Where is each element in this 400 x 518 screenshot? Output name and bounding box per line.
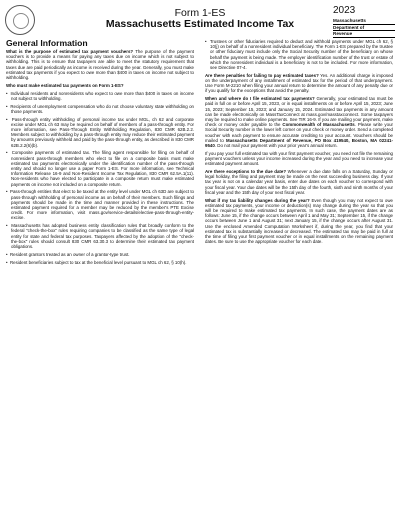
bullet-composite-payments: • Composite payments of estimated tax. The filing agent responsible for filing on behalf of nonresident pass-through members who elect to file on a composite basis must make estimated tax payments electronically under the identification number of the pass-through entity and should no longer use a paper Form 1-ES. For more information, see Technical Information Release 16-9 and Non-Resident Income Tax Regulation, 830 CMR 62.5A.1(11). Non-residents who have elected to participate in a composite return must make estimated payments on income not included on a composite return.: [6, 150, 194, 186]
faq-penalties: [205, 73, 393, 94]
form-title: Form 1-ES: [174, 7, 226, 19]
bullet-individuals: • Individual residents and nonresidents who expect to owe more than $400 in taxes on income not subject to withholding.: [6, 91, 194, 101]
bullet-check-the-box: • Massachusetts has adopted business entity classification rules that broadly conform to the federal "check-the-box" rules requiring companies to be classified as the same type of legal entity for state and federal tax purposes. Taxpayers affected by the adoption of the "check-the-box" rules should consult 830 CMR 63.30.3 to determine their estimated tax payment obligations.: [6, 223, 194, 249]
answer-liability-changes: Even though you may not expect to owe estimated tax payments, your income or deduction(s) may change during the year so that you will be required to make estimated tax payments. In such case, the payment dates are as follows: June 15, if the change occurs between April 1 and May 31; September 15, if the change occurs between June 1 and August 31; next January 15, if the change occurs after August 31. Use the enclosed Amended Computation Worksheet if, during the year, you find that your estimated tax is substantially increased or decreased. The estimated tax may be paid in full at the time of filing your first payment voucher or in equal installments on the remaining payment dates. Be sure to use the appropriate voucher for each date.: [205, 197, 393, 245]
answer-when-where-b: . Please write your Social Security number in the lower left corner on your check or money order. Send a completed voucher with each payment to ensure accurate crediting to your account. Vouchers should be mailed to: [205, 122, 393, 143]
faq-due-date-exceptions: [205, 169, 393, 195]
faq-when-where: [205, 96, 393, 148]
answer-when-where-a: Generally, your estimated tax must be paid in full on or before April 15, 2023, or in equal installments on or before April 15, 2023; June 15, 2023; September 15, 2023; and January 15, 2024. Estimated tax payments in any amount can be made electronically on MassTaxConnect at mass.gov/masstaxconnect. Some taxpayers may be required to make online payments. See TIR 16-9. If you are mailing your payment, make check or money order payable to the: [205, 96, 393, 128]
question-due-date-exceptions: Are there exceptions to the due date?: [205, 169, 287, 175]
question-penalties: Are there penalties for failing to pay estimated taxes?: [205, 72, 319, 78]
answer-purpose: The purpose of the payment vouchers is to provide a means for paying any taxes due on income which is not subject to withholding. This is to ensure that taxpayers are able to meet the statutory requirement that taxes due are paid periodically as income is received during the year. Generally, you must make estimated tax payments if you expect to owe more than $400 in taxes on income not subject to withholding.: [6, 49, 194, 81]
answer-when-where-c: . Do not mail your payment with your prior year's annual return.: [214, 143, 338, 149]
form-subtitle: Massachusetts Estimated Income Tax: [105, 18, 295, 30]
mailing-address: Massachusetts Department of Revenue, PO Box 419540, Boston, MA 02241-9540: [205, 137, 393, 149]
section-heading: General Information: [6, 38, 88, 48]
question-when-where: When and where do I file estimated tax payments?: [205, 96, 315, 102]
right-column: [205, 39, 393, 247]
paragraph-full-payment: If you pay your full estimated tax with your first payment voucher, you need not file the remaining payment vouchers unless your income increased during the year and you need to increase your estimated payment amount.: [205, 150, 393, 167]
agency-line-1: Massachusetts: [333, 18, 395, 25]
agency-name: [333, 18, 395, 38]
agency-line-3: Revenue: [333, 31, 395, 38]
tax-year: 2023: [333, 5, 356, 16]
bullet-pte-excise: • Pass-through entities that elect to be taxed at the entity level under MGL ch 63D are subject to pass-through withholding of personal income as on behalf of their members. Such filings and payments should be made in the time and manner provided in these instructions. The estimated payment required for a member may be reduced by the member's PTE Excise credit. For more information, visit mass.gov/service-details/elective-pass-through-entity-excise.: [6, 189, 194, 220]
faq-purpose: [6, 49, 194, 80]
left-column: [6, 49, 194, 267]
bullet-trustees: • Trustees or other fiduciaries required to deduct and withhold payments under MGL ch 62, § 10(j) on behalf of a nonresident individual beneficiary. The Form 1-ES prepared by the trustee or other fiduciary must include only the Social Security number of the beneficiary on whose behalf the payment is being made. The employer identification number of the trust or estate of which the nonresident individual is a beneficiary is not to be included. For more information, see Directive 07-4.: [205, 39, 393, 70]
answer-penalties: Yes. An additional charge is imposed on the underpayment of any installment of estimated tax for the period of that underpayment. Use Form M-2210 when filing your annual return to determine the amount of any penalty due or if you qualify for the exceptions that avoid the penalty.: [205, 72, 393, 94]
question-purpose: What is the purpose of estimated tax payment vouchers?: [6, 49, 134, 54]
question-who-must-pay: Who must make estimated tax payments on Form 1-ES?: [6, 82, 124, 88]
bullet-unemployment: • Recipients of unemployment compensation who do not choose voluntary state withholding on those payments.: [6, 104, 194, 114]
bullet-beneficiaries: • Resident beneficiaries subject to tax at the beneficial level pursuant to MGL ch 62, § 10(h).: [6, 260, 194, 265]
bullet-pass-through-withholding: • Pass-through entity withholding of personal income tax under MGL, ch 62 and corporate excise under MGL ch 63 may be required on behalf of members of a pass-through entity. For more information, see Pass-Through Entity Withholding Regulation, 830 CMR 62B.2.2. Members subject to withholding by a pass-through entity may reduce their estimated payment by amounts previously withheld and paid by the pass-through entity, as described in 830 CMR 62B.2.2(6)(b).: [6, 117, 194, 148]
bullet-grantors: • Resident grantors treated as an owner of a grantor-type trust.: [6, 252, 194, 257]
faq-liability-changes: [205, 198, 393, 245]
question-liability-changes: What if my tax liability changes during the year?: [205, 197, 310, 203]
agency-line-2: Department of: [333, 25, 395, 32]
payee-name: Commonwealth of Massachusetts: [282, 122, 355, 128]
answer-due-date-exceptions: Whenever a due date falls on a Saturday, Sunday or legal holiday, the filing and payment may be made on the next succeeding business day. If your tax year is not on a calendar year basis, enter due dates on each voucher to correspond with your fiscal year. Your due dates will be the 15th day of the fourth, sixth and ninth months of your fiscal year and the 15th day of your next fiscal year.: [205, 169, 393, 195]
